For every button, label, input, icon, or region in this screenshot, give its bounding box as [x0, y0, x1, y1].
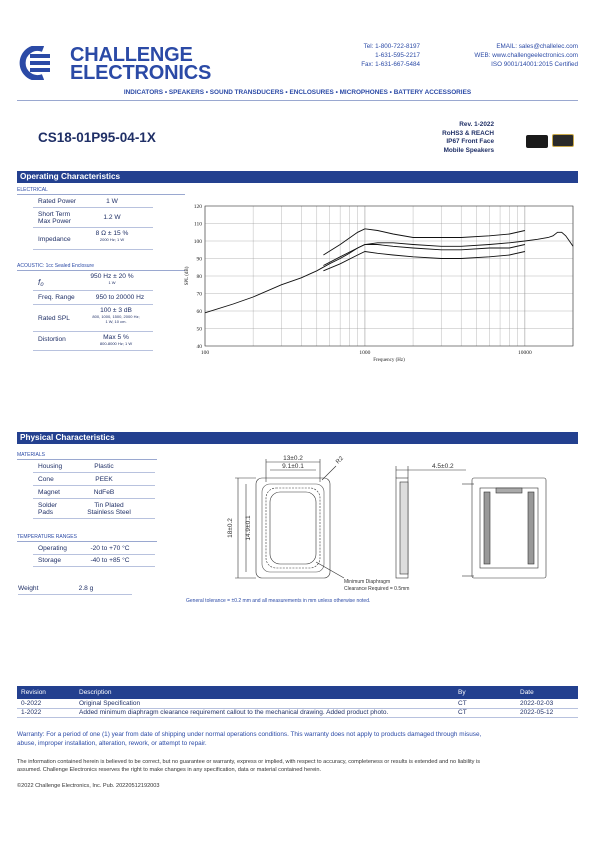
operating-temp-label: Operating — [38, 545, 67, 552]
freq-range-label: Freq. Range — [38, 294, 75, 301]
impedance-value — [82, 230, 142, 242]
solder-pads-label — [38, 502, 57, 516]
spl-label: Rated SPL — [38, 315, 70, 322]
short-term-label — [38, 211, 71, 225]
operating-section-bar: Operating Characteristics — [17, 171, 578, 183]
row-divider — [33, 554, 155, 555]
y-tick-label: 120 — [193, 204, 202, 210]
email[interactable]: EMAIL: sales@challelec.com — [496, 43, 578, 50]
warranty-line-2: abuse, improper installation, alteration, rework, or attempt to repair. — [17, 740, 207, 747]
header-divider — [17, 100, 578, 101]
solder-value-2: Stainless Steel — [87, 509, 131, 516]
housing-value: Plastic — [94, 463, 114, 470]
col-by: By — [454, 686, 516, 699]
website[interactable]: WEB: www.challengeelectronics.com — [474, 52, 578, 59]
row-divider — [18, 594, 132, 595]
solder-value-1: Tin Plated — [94, 502, 124, 509]
solder-pads-value — [74, 502, 144, 516]
y-tick-label: 60 — [196, 309, 202, 315]
y-tick-label: 90 — [196, 256, 202, 263]
tolerance-note: General tolerance = ±0.2 mm and all measurements in mm unless otherwise noted. — [186, 598, 371, 604]
table-row — [17, 699, 578, 708]
acoustic-line — [17, 270, 185, 271]
disclaimer-line-2: assumed. Challenge Electronics reserves the right to make changes in any specification, data or material contained herein. — [17, 767, 322, 773]
row-divider — [33, 227, 153, 228]
x-tick-label: 10000 — [517, 350, 532, 356]
date-cell: 2022-02-03 — [516, 699, 578, 708]
dim-height-outer: 18±0.2 — [227, 518, 234, 538]
logo-mark-icon — [16, 46, 66, 80]
frequency-response-chart — [180, 198, 580, 368]
revision-table — [17, 686, 578, 718]
product-info — [400, 121, 494, 155]
cone-label: Cone — [38, 476, 54, 483]
ip-label: IP67 Front Face — [446, 138, 494, 145]
rated-power-label: Rated Power — [38, 198, 77, 205]
storage-temp-label: Storage — [38, 557, 62, 564]
row-divider — [33, 498, 155, 499]
x-tick-label: 1000 — [359, 350, 371, 356]
product-photo-front — [526, 135, 548, 148]
f0-value — [82, 273, 142, 285]
magnet-label: Magnet — [38, 489, 60, 496]
materials-line — [17, 459, 157, 460]
freq-range-value: 950 to 20000 Hz — [95, 294, 145, 301]
series-line-2 — [323, 245, 525, 266]
dim-height-inner: 14.9±0.1 — [245, 515, 252, 541]
by-cell: CT — [454, 699, 516, 708]
row-divider — [33, 350, 153, 351]
row-divider — [33, 472, 155, 473]
row-divider — [33, 290, 153, 291]
distortion-label: Distortion — [38, 336, 66, 343]
row-divider — [33, 207, 153, 208]
dim-radius: R2 — [335, 455, 345, 466]
acoustic-head: ACOUSTIC: 1cc Sealed Enclosure — [17, 263, 94, 269]
company-logo — [16, 46, 66, 80]
y-axis-label: SPL (dB) — [185, 266, 190, 286]
revision-label: Rev. 1-2022 — [459, 121, 494, 128]
col-description: Description — [75, 686, 454, 699]
revision-header-row — [17, 686, 578, 699]
spl-note-1: 800, 1000, 1500, 2000 Hz; — [92, 314, 140, 319]
f0-note: 1 W — [108, 280, 116, 285]
warranty-line-1: Warranty: For a period of one (1) year from date of shipping under normal operations conditions. This warranty does not apply to products damaged through misuse, — [17, 731, 482, 738]
dim-width-outer: 13±0.2 — [283, 455, 303, 462]
product-photo-back — [552, 134, 574, 147]
x-tick-label: 100 — [200, 350, 210, 356]
weight-value: 2.8 g — [78, 585, 94, 592]
row-divider — [33, 566, 155, 567]
electrical-head: ELECTRICAL — [17, 187, 48, 193]
diaphragm-note-1: Minimum Diaphragm — [344, 579, 391, 585]
storage-temp-value: -40 to +85 °C — [90, 557, 130, 564]
impedance-main: 8 Ω ± 15 % — [95, 230, 129, 237]
impedance-note: 2000 Hz; 1 W — [99, 237, 125, 242]
spl-note-2: 1 W, 10 cm. — [105, 319, 127, 324]
materials-head: MATERIALS — [17, 452, 45, 458]
copyright: ©2022 Challenge Electronics, Inc. Pub. 20220512192003 — [17, 783, 160, 789]
tel2: 1-631-595-2217 — [375, 52, 420, 59]
part-number: CS18-01P95-04-1X — [38, 130, 156, 145]
spl-main: 100 ± 3 dB — [100, 307, 132, 314]
f0-main: 950 Hz ± 20 % — [90, 273, 134, 280]
col-revision: Revision — [17, 686, 75, 699]
y-tick-label: 110 — [193, 221, 202, 228]
fax: Fax: 1-631-667-5484 — [361, 61, 420, 68]
col-date: Date — [516, 686, 578, 699]
rev-cell: 1-2022 — [17, 708, 75, 717]
dim-width-inner: 9.1±0.1 — [282, 463, 304, 470]
row-divider — [33, 518, 155, 519]
y-tick-label: 70 — [196, 291, 202, 298]
contact-web-block — [430, 42, 578, 69]
short-term-label-2: Max Power — [38, 218, 71, 225]
iso-cert: ISO 9001/14001:2015 Certified — [491, 61, 578, 68]
physical-section-bar: Physical Characteristics — [17, 432, 578, 444]
diaphragm-note-2: Clearance Required = 0.5mm — [344, 586, 410, 592]
f0-label: f₀ — [38, 278, 44, 287]
row-divider — [33, 249, 153, 250]
contact-phone-block — [340, 42, 420, 69]
rev-cell: 0-2022 — [17, 699, 75, 708]
solder-label-2: Pads — [38, 509, 54, 516]
temperature-head: TEMPERATURE RANGES — [17, 534, 77, 540]
temperature-line — [17, 541, 157, 542]
cone-value: PEEK — [95, 476, 113, 483]
short-term-value: 1.2 W — [103, 214, 121, 221]
row-divider — [33, 331, 153, 332]
impedance-label: Impedance — [38, 236, 71, 243]
y-tick-label: 100 — [193, 239, 202, 245]
spl-value — [82, 307, 150, 324]
category-bar: INDICATORS • SPEAKERS • SOUND TRANSDUCERS • ENCLOSURES • MICROPHONES • BATTERY ACCESSORIES — [123, 89, 472, 96]
mechanical-drawing — [226, 452, 576, 602]
date-cell: 2022-05-12 — [516, 708, 578, 717]
type-label: Mobile Speakers — [443, 146, 494, 154]
by-cell: CT — [454, 708, 516, 717]
series-line-3 — [323, 252, 525, 271]
solder-label-1: Solder — [38, 502, 58, 509]
weight-label: Weight — [18, 585, 39, 592]
disclaimer-line-1: The information contained herein is believed to be correct, but no guarantee or warranty, express or implied, with respect to accuracy, completeness or results is extended and no liability is — [17, 759, 481, 765]
y-tick-label: 80 — [196, 274, 202, 280]
distortion-value — [82, 334, 150, 346]
distortion-note: 800-8000 Hz; 1 W — [99, 341, 133, 346]
series-line-0 — [205, 232, 573, 312]
rohs-label: RoHS3 & REACH — [442, 129, 494, 137]
table-row — [17, 708, 578, 717]
housing-label: Housing — [38, 463, 63, 470]
rated-power-value: 1 W — [106, 198, 118, 205]
short-term-label-1: Short Term — [38, 211, 71, 218]
magnet-value: NdFeB — [93, 489, 115, 496]
desc-cell: Original Specification — [75, 699, 454, 708]
company-name-line1: CHALLENGE — [70, 44, 193, 66]
row-divider — [33, 485, 155, 486]
y-tick-label: 50 — [196, 326, 202, 333]
tel: Tel: 1-800-722-8197 — [363, 43, 420, 50]
operating-temp-value: -20 to +70 °C — [90, 545, 130, 552]
dim-depth: 4.5±0.2 — [432, 463, 454, 470]
distortion-main: Max 5 % — [103, 334, 129, 341]
disclaimer-text — [17, 758, 480, 774]
desc-cell: Added minimum diaphragm clearance requirement callout to the mechanical drawing. Added product photo. — [75, 708, 454, 717]
y-tick-label: 40 — [196, 344, 202, 350]
company-name-line2: ELECTRONICS — [70, 62, 212, 84]
row-divider — [33, 304, 153, 305]
warranty-text — [17, 730, 481, 748]
electrical-line — [17, 194, 185, 195]
x-axis-label: Frequency (Hz) — [373, 358, 405, 363]
